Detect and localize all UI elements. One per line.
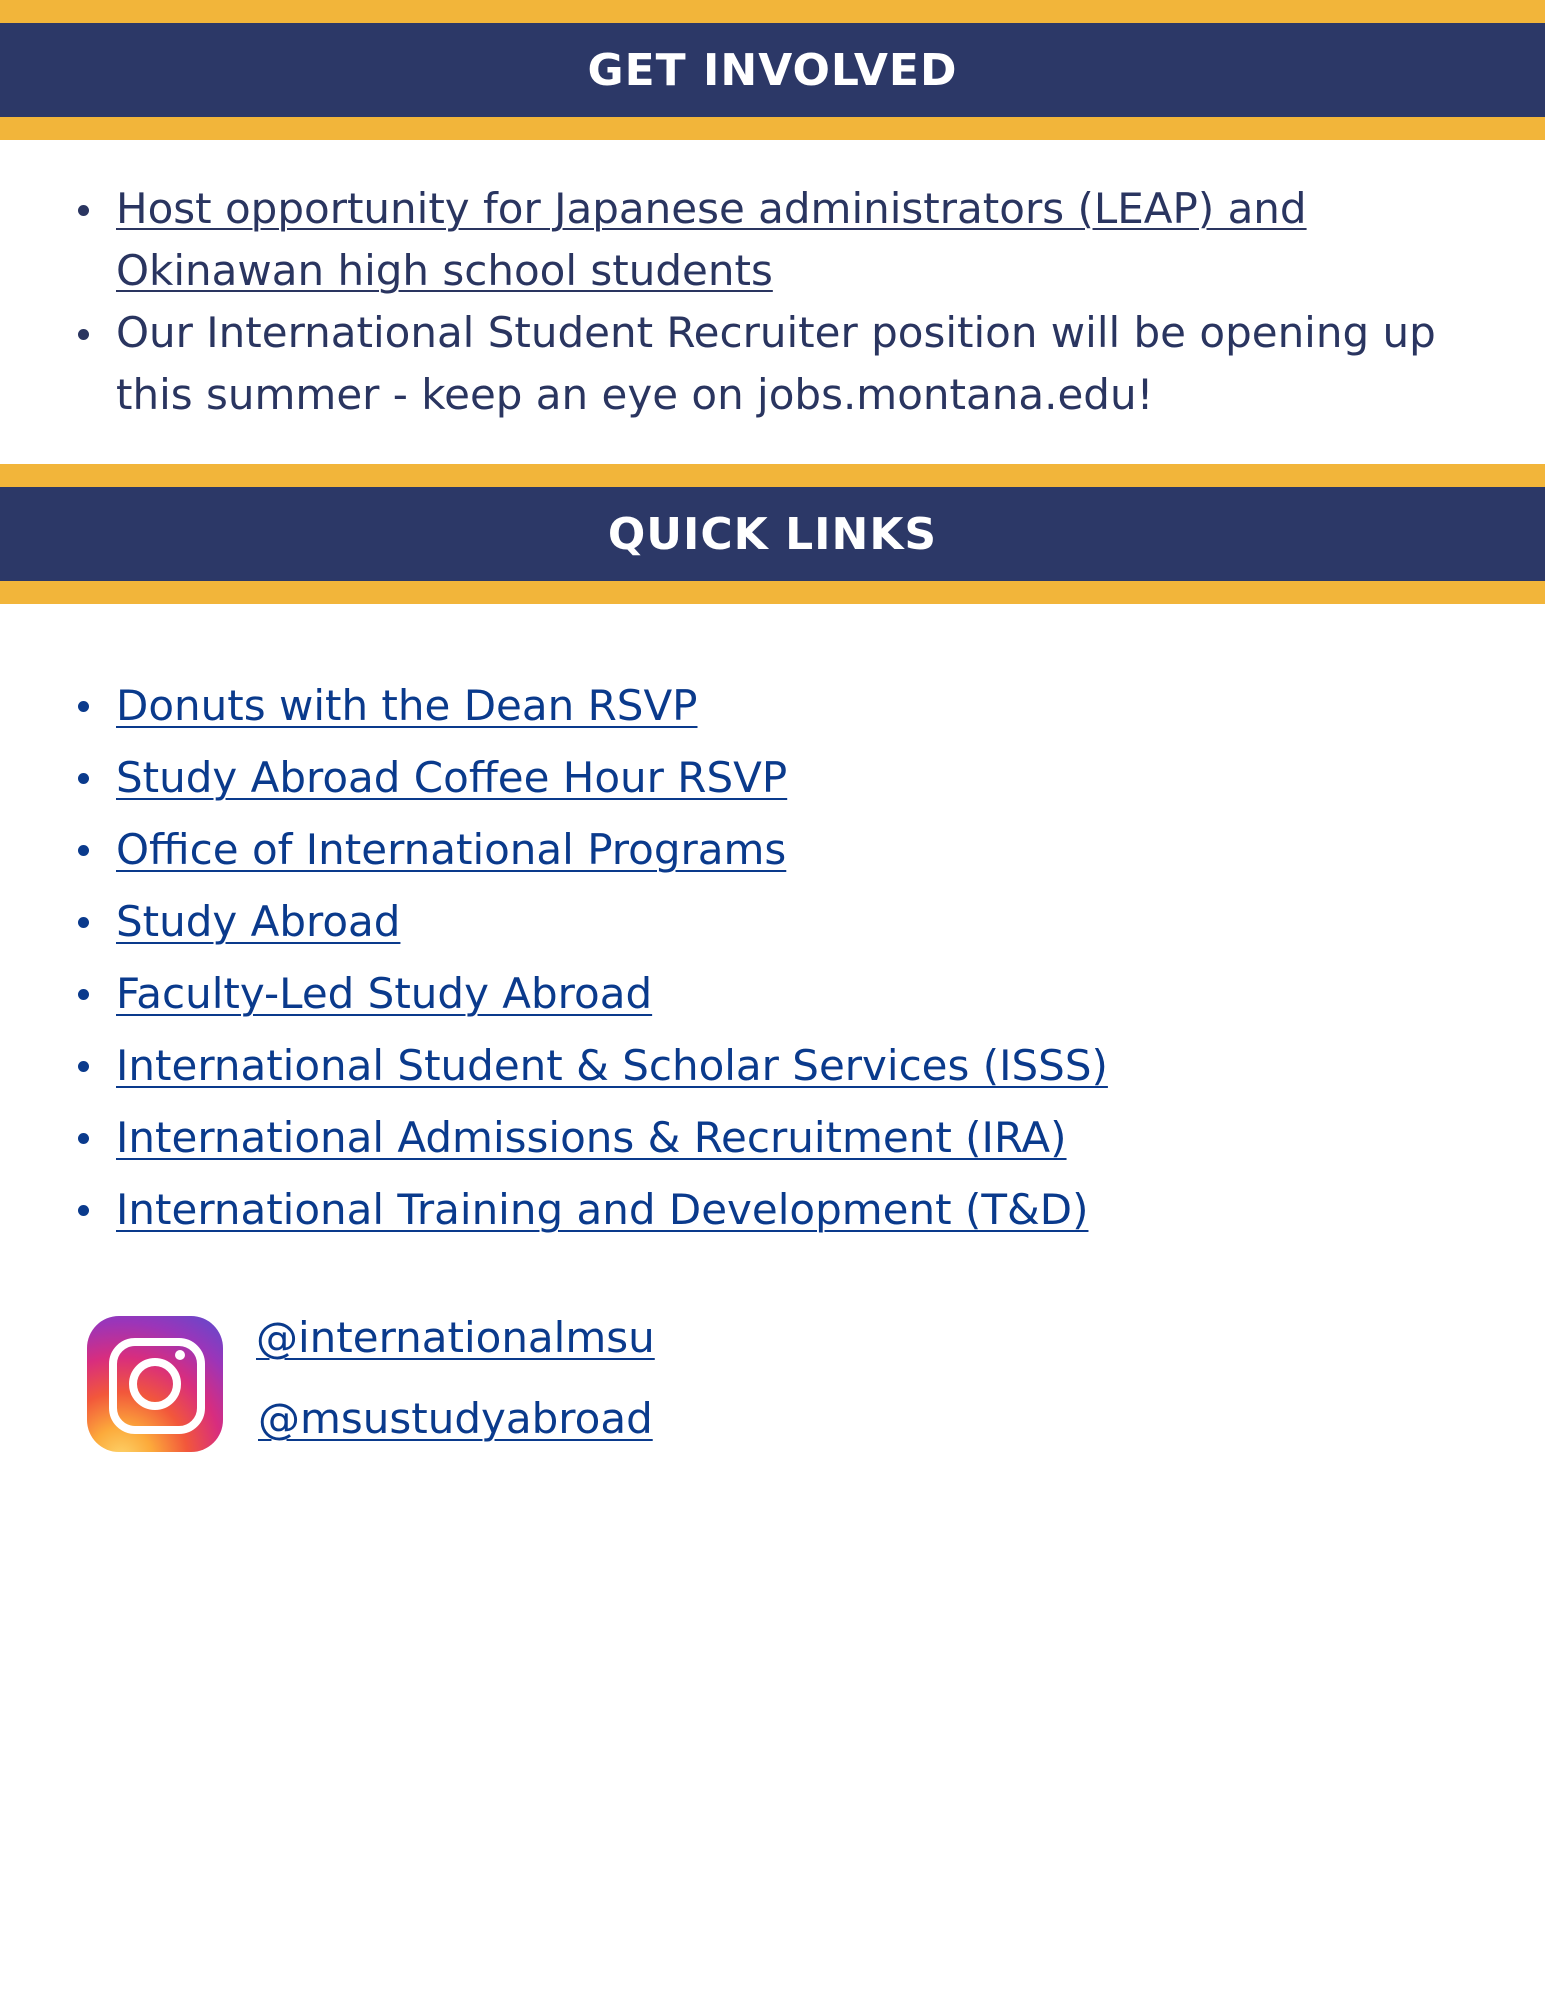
instagram-lens-shape bbox=[129, 1358, 181, 1410]
msustudyabroad-handle-link[interactable]: @msustudyabroad bbox=[258, 1394, 653, 1443]
quick-links-list bbox=[116, 670, 1496, 1246]
list-item bbox=[116, 742, 1496, 814]
bullet-icon bbox=[78, 205, 89, 216]
internationalmsu-handle-link[interactable]: @internationalmsu bbox=[256, 1313, 655, 1362]
coffee-hour-link[interactable]: Study Abroad Coffee Hour RSVP bbox=[116, 753, 788, 802]
list-item bbox=[116, 1102, 1496, 1174]
bullet-icon bbox=[78, 1061, 89, 1072]
list-item bbox=[116, 1030, 1496, 1102]
recruiter-position-text: Our International Student Recruiter position will be opening up this summer - keep an eye on jobs.montana.edu! bbox=[116, 308, 1436, 419]
list-item bbox=[116, 178, 1496, 302]
get-involved-heading: GET INVOLVED bbox=[587, 44, 958, 96]
quick-links-header-bar bbox=[0, 464, 1545, 604]
bullet-icon bbox=[78, 701, 89, 712]
list-item bbox=[116, 814, 1496, 886]
get-involved-header-band bbox=[0, 23, 1545, 117]
isss-link[interactable]: International Student & Scholar Services (ISSS) bbox=[116, 1041, 1108, 1090]
list-item bbox=[116, 886, 1496, 958]
list-item bbox=[116, 302, 1496, 426]
faculty-led-study-abroad-link[interactable]: Faculty-Led Study Abroad bbox=[116, 969, 653, 1018]
leap-host-link[interactable]: Host opportunity for Japanese administrators (LEAP) and Okinawan high school students bbox=[116, 184, 1307, 295]
get-involved-header-bar bbox=[0, 0, 1545, 140]
international-programs-link[interactable]: Office of International Programs bbox=[116, 825, 787, 874]
bullet-icon bbox=[78, 1133, 89, 1144]
study-abroad-link[interactable]: Study Abroad bbox=[116, 897, 401, 946]
get-involved-list bbox=[116, 178, 1496, 426]
bullet-icon bbox=[78, 917, 89, 928]
list-item bbox=[116, 1174, 1496, 1246]
ira-link[interactable]: International Admissions & Recruitment (IRA) bbox=[116, 1113, 1067, 1162]
instagram-dot-shape bbox=[175, 1350, 185, 1360]
bullet-icon bbox=[78, 989, 89, 1000]
bullet-icon bbox=[78, 773, 89, 784]
bullet-icon bbox=[78, 329, 89, 340]
donuts-with-dean-link[interactable]: Donuts with the Dean RSVP bbox=[116, 681, 698, 730]
bullet-icon bbox=[78, 845, 89, 856]
training-development-link[interactable]: International Training and Development (T&D) bbox=[116, 1185, 1089, 1234]
quick-links-heading: QUICK LINKS bbox=[607, 508, 938, 560]
quick-links-header-band bbox=[0, 487, 1545, 581]
list-item bbox=[116, 670, 1496, 742]
list-item bbox=[116, 958, 1496, 1030]
bullet-icon bbox=[78, 1205, 89, 1216]
instagram-icon bbox=[87, 1316, 223, 1452]
